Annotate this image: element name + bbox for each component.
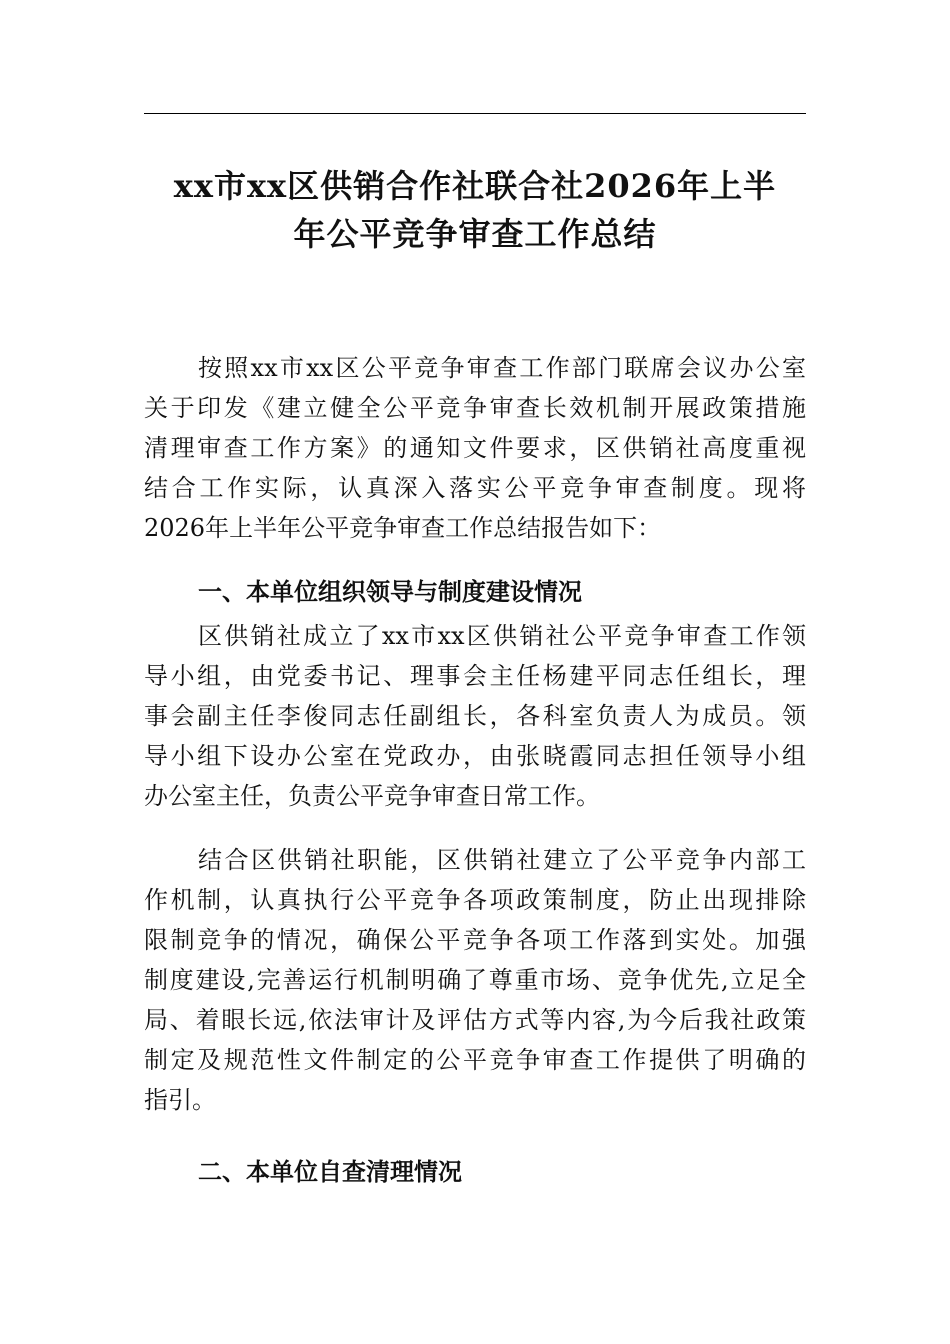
paragraph-line: 结合工作实际，认真深入落实公平竞争审查制度。现将 <box>144 474 806 502</box>
paragraph-line: 结合区供销社职能，区供销社建立了公平竞争内部工 <box>198 846 806 874</box>
paragraph-line: 导小组下设办公室在党政办，由张晓霞同志担任领导小组 <box>144 742 806 770</box>
paragraph-line: 区供销社成立了xx市xx区供销社公平竞争审查工作领 <box>198 622 806 650</box>
title-line: xx市xx区供销合作社联合社2026年上半 <box>173 167 777 205</box>
paragraph-line: 制度建设,完善运行机制明确了尊重市场、竞争优先,立足全 <box>144 966 806 994</box>
section-heading-2: 二、本单位自查清理情况 <box>198 1158 462 1186</box>
paragraph-line: 制定及规范性文件制定的公平竞争审查工作提供了明确的 <box>144 1046 806 1074</box>
header-rule <box>144 113 806 114</box>
section-heading-1: 一、本单位组织领导与制度建设情况 <box>198 578 582 606</box>
paragraph-mechanism <box>144 840 806 1120</box>
paragraph-line: 局、着眼长远,依法审计及评估方式等内容,为今后我社政策 <box>144 1006 806 1034</box>
paragraph-line: 关于印发《建立健全公平竞争审查长效机制开展政策措施 <box>144 394 806 422</box>
paragraph-line: 限制竞争的情况，确保公平竞争各项工作落到实处。加强 <box>144 926 806 954</box>
paragraph-leadership <box>144 616 806 816</box>
paragraph-line: 办公室主任，负责公平竞争审查日常工作。 <box>144 782 600 810</box>
paragraph-intro <box>144 348 806 548</box>
paragraph-line: 按照xx市xx区公平竞争审查工作部门联席会议办公室 <box>198 354 806 382</box>
paragraph-line: 清理审查工作方案》的通知文件要求，区供销社高度重视 <box>144 434 806 462</box>
paragraph-line: 事会副主任李俊同志任副组长，各科室负责人为成员。领 <box>144 702 806 730</box>
paragraph-line: 作机制，认真执行公平竞争各项政策制度，防止出现排除 <box>144 886 806 914</box>
paragraph-line: 2026年上半年公平竞争审查工作总结报告如下： <box>144 514 662 542</box>
document-title <box>144 162 806 258</box>
paragraph-line: 指引。 <box>144 1086 216 1114</box>
title-line: 年公平竞争审查工作总结 <box>293 215 657 253</box>
paragraph-line: 导小组，由党委书记、理事会主任杨建平同志任组长，理 <box>144 662 806 690</box>
